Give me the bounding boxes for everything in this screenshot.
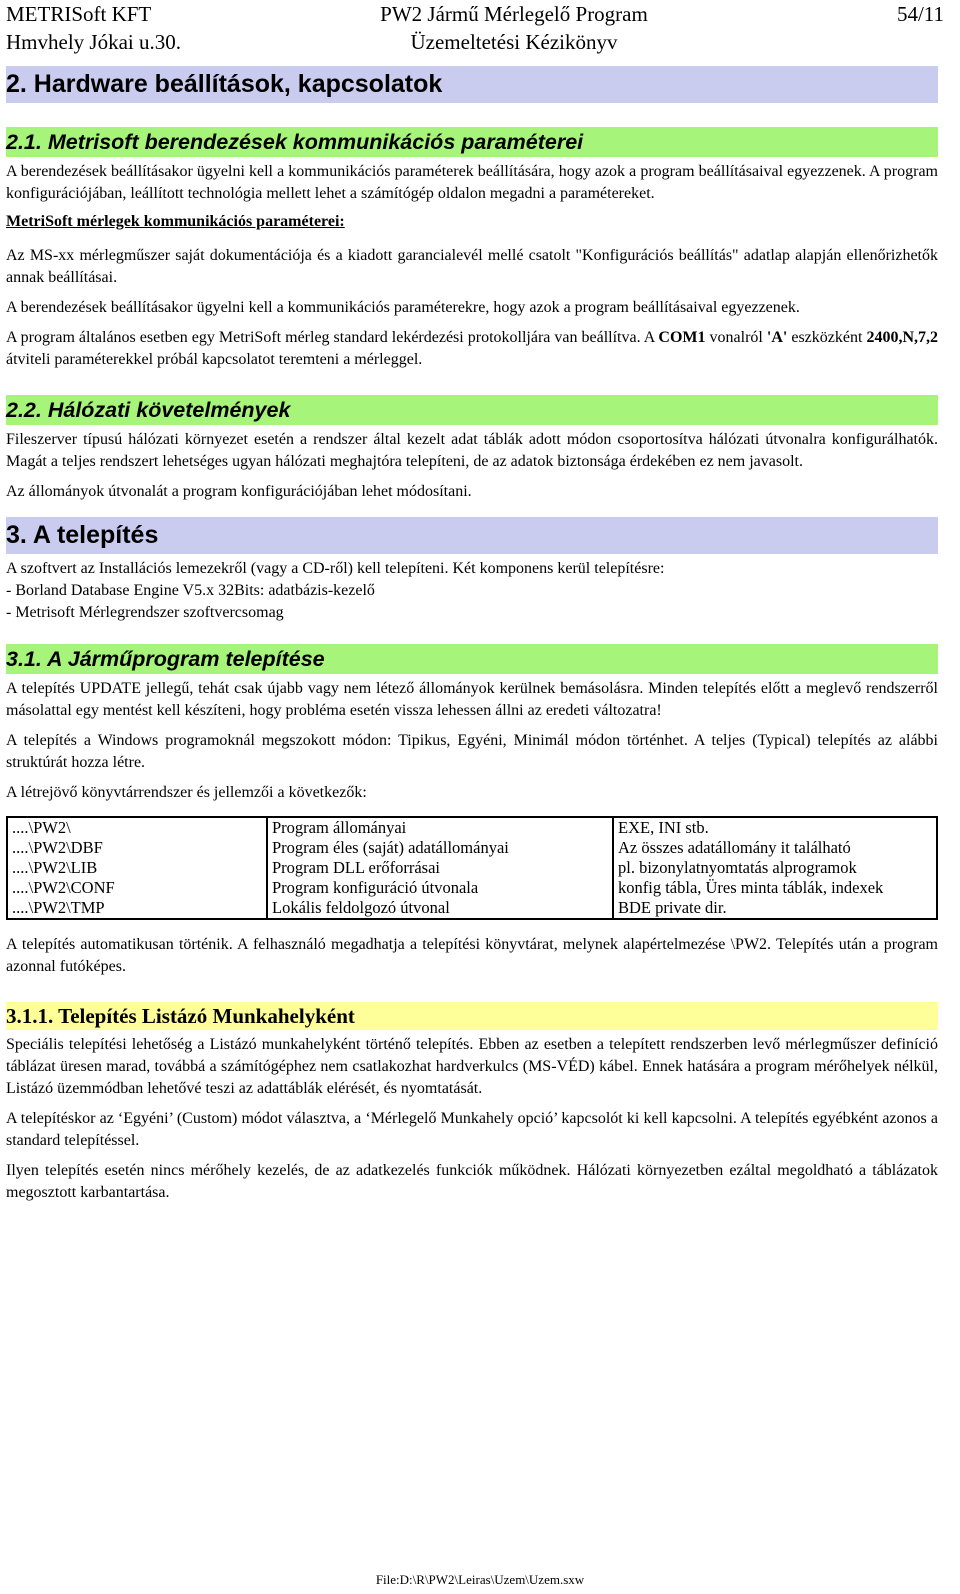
program-name: PW2 Jármű Mérlegelő Program xyxy=(380,2,648,26)
company-address: Hmvhely Jókai u.30. xyxy=(6,30,181,54)
section-2-1-paragraph-1: A berendezések beállításakor ügyelni kell a kommunikációs paraméterek beállítására, hogy azok a program beállításaival egyezzenek. A program konfigurációjában, leállított technológia mellett lehet a számítógép oldalon megadni a paramétereket. xyxy=(6,163,938,202)
section-2-1-title: 2.1. Metrisoft berendezések kommunikációs paraméterei xyxy=(6,127,938,157)
section-3-1-title: 3.1. A Járműprogram telepítése xyxy=(6,644,938,674)
p4-text-g: átviteli paraméterekkel próbál kapcsolatot teremteni a mérleggel. xyxy=(6,351,423,368)
company-name: METRISoft KFT xyxy=(6,2,152,26)
section-3-1-paragraph-3: A létrejövő könyvtárrendszer és jellemzői a következők: xyxy=(6,784,367,801)
header-right xyxy=(897,0,944,28)
section-3-1-1-title: 3.1.1. Telepítés Listázó Munkahelyként xyxy=(6,1002,938,1030)
section-3-1-1-paragraph-2: A telepítéskor az ‘Egyéni’ (Custom) módot választva, a ‘Mérlegelő Munkahely opció’ kapcsolót ki kell kapcsolni. A telepítés egyébként azonos a standard telepítéssel. xyxy=(6,1110,938,1149)
header-center xyxy=(344,0,684,56)
table-cell-path: ....\PW2\CONF xyxy=(7,878,267,898)
p4-text-a: A program általános esetben egy MetriSoft mérleg standard lekérdezési protokolljára van beállítva. A xyxy=(6,329,659,346)
table-row xyxy=(7,817,937,838)
p4-text-e: eszközként xyxy=(787,329,867,346)
section-3-title: 3. A telepítés xyxy=(6,517,938,554)
p4-serial-params: 2400,N,7,2 xyxy=(866,329,939,346)
section-3-list-item-2: - Metrisoft Mérlegrendszer szoftvercsomag xyxy=(6,604,284,621)
document-name: Üzemeltetési Kézikönyv xyxy=(410,30,618,54)
p4-device-id: 'A' xyxy=(766,329,788,346)
section-2-1-paragraph-2: Az MS-xx mérlegműszer saját dokumentációja és a kiadott garancialevél mellé csatolt "Konfigurációs beállítás" adatlap alapján ellenőrizhetők annak beállításai. xyxy=(6,247,938,286)
p4-text-c: vonalról xyxy=(705,329,767,346)
section-3-list-item-1: - Borland Database Engine V5.x 32Bits: adatbázis-kezelő xyxy=(6,582,375,599)
table-cell-description: Program konfiguráció útvonala xyxy=(267,878,613,898)
table-cell-contents: pl. bizonylatnyomtatás alprogramok xyxy=(613,858,937,878)
section-2-1-paragraph-3: A berendezések beállításakor ügyelni kell a kommunikációs paraméterekre, hogy azok a program beállításaival egyezzenek. xyxy=(6,299,800,316)
section-3-1-1-paragraph-1: Speciális telepítési lehetőség a Listázó munkahelyként történő telepítés. Ebben az esetben a telepített rendszerben levő mérlegműszer definíció táblázat üresen marad, továbbá a számítógéphez nem csatlakozhat hardverkulcs (MS-VÉD) kábel. Ennek hatására a program mérőhelyek nélkül, Listázó üzemmódban lehetővé teszi az adattáblák elérését, és nyomtatását. xyxy=(6,1036,938,1097)
section-2-1-subtitle: MetriSoft mérlegek kommunikációs paraméterei: xyxy=(6,213,345,230)
page-header xyxy=(6,0,944,56)
directory-table xyxy=(6,816,938,920)
header-left xyxy=(6,0,181,56)
table-cell-contents: Az összes adatállomány it található xyxy=(613,838,937,858)
section-2-2-paragraph-1: Fileszerver típusú hálózati környezet esetén a rendszer által kezelt adat táblák adott módon csoportosítva hálózati útvonalra konfigurálhatók. Magát a teljes rendszert lehetséges ugyan hálózati meghajtóra telepíteni, de az adatok biztonsága érdekében ez nem javasolt. xyxy=(6,431,938,470)
table-cell-contents: BDE private dir. xyxy=(613,898,937,919)
page-number: 54/11 xyxy=(896,2,944,26)
p4-com-port: COM1 xyxy=(658,329,706,346)
table-cell-description: Program DLL erőforrásai xyxy=(267,858,613,878)
table-cell-path: ....\PW2\DBF xyxy=(7,838,267,858)
section-2-2-title: 2.2. Hálózati követelmények xyxy=(6,395,938,425)
table-cell-description: Program állományai xyxy=(267,817,613,838)
table-cell-description: Lokális feldolgozó útvonal xyxy=(267,898,613,919)
section-2-1-paragraph-4 xyxy=(6,327,938,371)
table-row xyxy=(7,898,937,919)
table-cell-path: ....\PW2\LIB xyxy=(7,858,267,878)
table-row xyxy=(7,838,937,858)
document-body xyxy=(6,64,938,1204)
table-cell-path: ....\PW2\ xyxy=(7,817,267,838)
section-3-1-1-paragraph-3: Ilyen telepítés esetén nincs mérőhely kezelés, de az adatkezelés funkciók működnek. Hálózati környezetben ezáltal megoldható a táblázatok megosztott karbantartása. xyxy=(6,1162,938,1201)
table-cell-path: ....\PW2\TMP xyxy=(7,898,267,919)
section-3-1-paragraph-4: A telepítés automatikusan történik. A felhasználó megadhatja a telepítési könyvtárat, melynek alapértelmezése \PW2. Telepítés után a program azonnal futóképes. xyxy=(6,936,938,975)
table-row xyxy=(7,858,937,878)
table-cell-description: Program éles (saját) adatállományai xyxy=(267,838,613,858)
section-3-paragraph-1: A szoftvert az Installációs lemezekről (vagy a CD-ről) kell telepíteni. Két komponens kerül telepítésre: xyxy=(6,560,665,577)
table-row xyxy=(7,878,937,898)
section-2-2-paragraph-2: Az állományok útvonalát a program konfigurációjában lehet módosítani. xyxy=(6,483,472,500)
section-3-1-paragraph-2: A telepítés a Windows programoknál megszokott módon: Tipikus, Egyéni, Minimál módon történhet. A teljes (Typical) telepítés az alábbi struktúrát hozza létre. xyxy=(6,732,938,771)
page-footer: File:D:\R\PW2\Leiras\Uzem\Uzem.sxw xyxy=(375,1572,585,1587)
section-3-1-paragraph-1: A telepítés UPDATE jellegű, tehát csak újabb vagy nem létező állományok kerülnek bemásolásra. Minden telepítés előtt a meglevő rendszerről másolattal egy mentést kell készíteni, hogy probléma esetén vissza lehessen állni az eredeti változatra! xyxy=(6,680,938,719)
section-2-title: 2. Hardware beállítások, kapcsolatok xyxy=(6,66,938,103)
table-cell-contents: EXE, INI stb. xyxy=(613,817,937,838)
table-cell-contents: konfig tábla, Üres minta táblák, indexek xyxy=(613,878,937,898)
